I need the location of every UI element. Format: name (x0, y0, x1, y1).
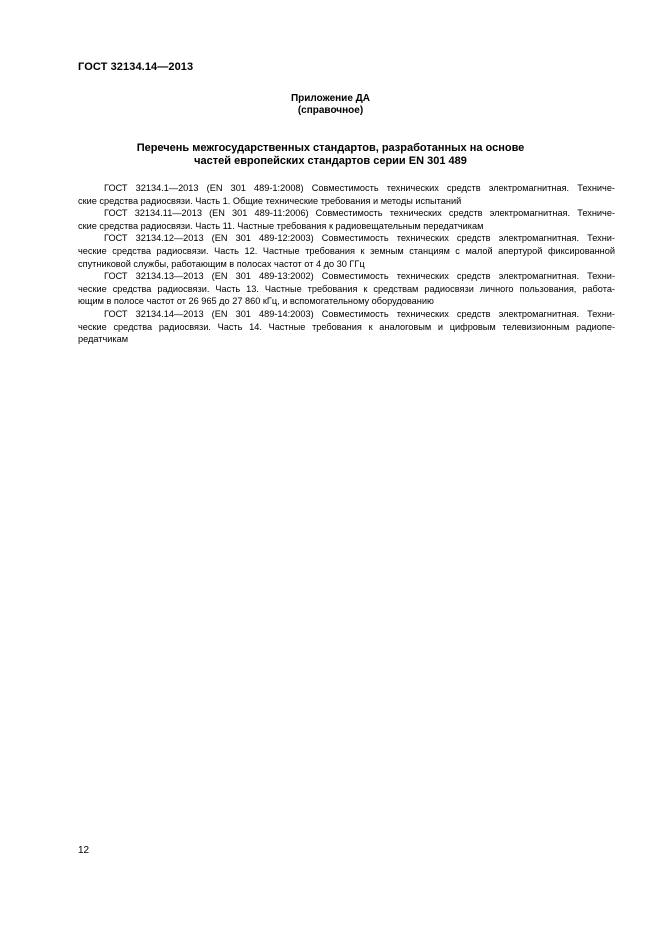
entry-line: ГОСТ 32134.14—2013 (EN 301 489-14:2003) Совместимость технических средств электромагнитная. Техни- (104, 308, 615, 319)
entry-line: ские средства радиосвязи. Часть 11. Частные требования к радиовещательным передатчикам (78, 220, 484, 231)
entry-line: ГОСТ 32134.11—2013 (EN 301 489-11:2006) Совместимость технических средств электромагнитная. Техниче- (104, 208, 615, 219)
document-number-header: ГОСТ 32134.14—2013 (78, 61, 194, 73)
entry-line: ющим в полосе частот от 26 965 до 27 860 кГц, и вспомогательному оборудованию (78, 296, 434, 307)
standard-entry (78, 270, 615, 308)
entry-line: ческие средства радиосвязи. Часть 13. Частные требования к средствам радиосвязи личного пользования, работа- (78, 283, 615, 294)
entry-line: ГОСТ 32134.1—2013 (EN 301 489-1:2008) Совместимость технических средств электромагнитная. Техниче- (104, 183, 615, 193)
appendix-heading (0, 93, 661, 117)
page-number: 12 (78, 845, 90, 856)
entry-line: ческие средства радиосвязи. Часть 12. Частные требования к земным станциям с малой апертурой фиксированной (78, 245, 615, 256)
standard-entry (78, 308, 615, 346)
standards-list (78, 182, 615, 346)
entry-line: ческие средства радиосвязи. Часть 14. Частные требования к аналоговым и цифровым телевизионным радиопе- (78, 321, 615, 332)
appendix-title-line-2: частей европейских стандартов серии EN 301 489 (194, 155, 467, 167)
entry-line: ГОСТ 32134.12—2013 (EN 301 489-12:2003) Совместимость технических средств электромагнитная. Техни- (104, 233, 615, 244)
entry-line: редатчикам (78, 334, 129, 345)
entry-line: ские средства радиосвязи. Часть 1. Общие технические требования и методы испытаний (78, 195, 462, 206)
appendix-title-line-1: Перечень межгосударственных стандартов, разработанных на основе (136, 142, 525, 154)
appendix-label: Приложение ДА (290, 93, 371, 104)
entry-line: спутниковой службы, работающим в полосах частот от 4 до 30 ГГц (78, 258, 365, 269)
standard-entry (78, 207, 615, 232)
appendix-title (0, 142, 661, 168)
standard-entry (78, 232, 615, 270)
entry-line: ГОСТ 32134.13—2013 (EN 301 489-13:2002) Совместимость технических средств электромагнитная. Техни- (104, 271, 615, 282)
appendix-type: (справочное) (297, 105, 364, 116)
standard-entry (78, 182, 615, 207)
